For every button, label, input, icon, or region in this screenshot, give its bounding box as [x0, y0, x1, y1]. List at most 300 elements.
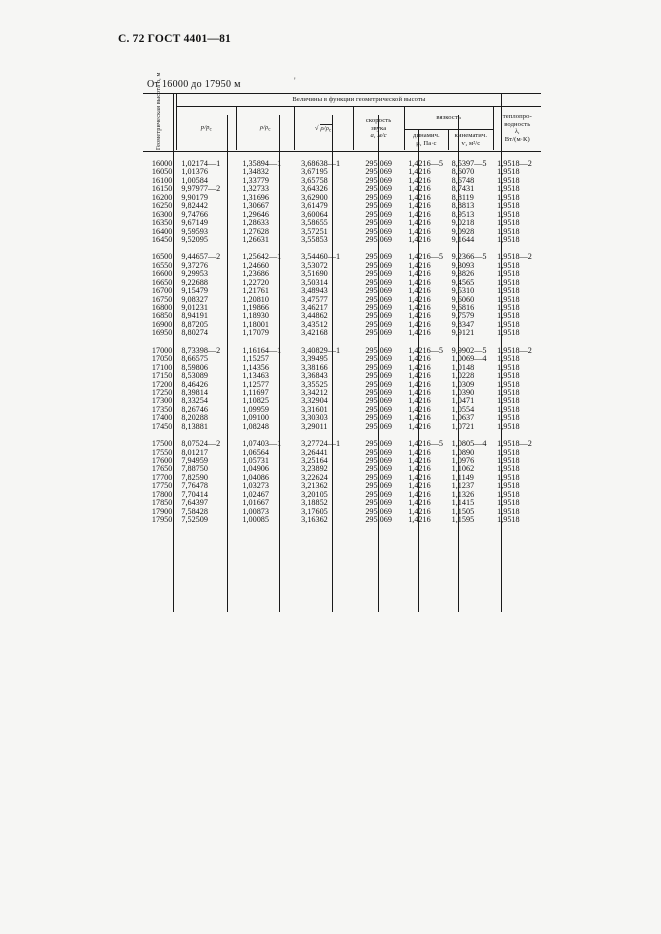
density-ratio-cell: 1,17079 [242, 328, 269, 338]
density-ratio-cell: 1,25642—1 [242, 252, 282, 262]
dynamic-viscosity-cell: 1,4216 [408, 371, 431, 381]
sqrt-density-ratio-cell: 3,26441 [301, 447, 328, 457]
thermal-conductivity-cell: 1,9518 [497, 328, 520, 338]
dynamic-viscosity-cell: 1,4216 [408, 277, 431, 287]
dynamic-viscosity-cell: 1,4216 [408, 387, 431, 397]
pressure-ratio-cell: 8,59806 [181, 362, 208, 372]
pressure-ratio-cell: 7,64397 [181, 498, 208, 508]
pressure-ratio-cell: 8,07524—2 [181, 439, 221, 449]
height-cell: 17300 [151, 396, 173, 406]
sqrt-density-ratio-cell: 3,54460—1 [301, 252, 341, 262]
column-rule-6 [418, 129, 419, 612]
thermal-conductivity-cell: 1,9518 [497, 456, 520, 465]
kinematic-viscosity-cell: 1,0471 [451, 396, 475, 406]
sound-speed-cell: 295,069 [365, 421, 392, 431]
kinematic-viscosity-cell: 1,0148 [451, 362, 475, 372]
sound-speed-cell: 295,069 [365, 439, 392, 449]
dynamic-viscosity-cell: 1,4216 [408, 201, 431, 211]
dynamic-viscosity-cell: 1,4216 [408, 489, 431, 499]
column-rule-2 [227, 115, 228, 612]
height-cell: 16750 [151, 294, 173, 304]
sound-speed-cell: 295,069 [365, 209, 392, 219]
density-ratio-cell: 1,18930 [242, 311, 269, 321]
dynamic-viscosity-cell: 1,4216—5 [408, 252, 443, 262]
pressure-ratio-cell: 8,53089 [181, 371, 208, 381]
thermal-conductivity-cell: 1,9518 [497, 506, 520, 516]
pressure-ratio-cell: 9,22688 [181, 277, 208, 287]
sound-speed-cell: 295,069 [365, 167, 392, 177]
density-ratio-cell: 1,29646 [242, 209, 269, 219]
height-cell: 17150 [151, 371, 173, 381]
height-cell: 16250 [151, 201, 173, 211]
thermal-conductivity-cell: 1,9518 [497, 201, 520, 211]
thermal-conductivity-cell: 1,9518 [497, 269, 520, 279]
thermal-conductivity-cell: 1,9518 [497, 489, 520, 499]
pressure-ratio-cell: 8,94191 [181, 311, 208, 321]
density-ratio-cell: 1,07403—1 [242, 439, 282, 449]
sound-speed-cell: 295,069 [365, 506, 392, 516]
sound-speed-cell: 295,069 [365, 328, 392, 338]
sound-speed-cell: 295,069 [365, 387, 392, 397]
pressure-ratio-cell: 9,90179 [181, 192, 208, 202]
density-ratio-cell: 1,13463 [242, 371, 269, 381]
table-header-row-sub [143, 106, 541, 129]
kinematic-viscosity-cell: 9,4565 [451, 277, 475, 287]
kinematic-viscosity-cell: 1,1505 [451, 506, 475, 516]
density-ratio-cell: 1,09959 [242, 404, 269, 414]
height-cell: 17900 [151, 506, 173, 516]
dynamic-viscosity-cell: 1,4216 [408, 396, 431, 406]
sound-speed-cell: 295,069 [365, 201, 392, 211]
density-ratio-cell: 1,12577 [242, 379, 269, 389]
header-density-ratio: $\rho/\rho_c$ [236, 106, 294, 150]
height-cell: 17050 [151, 354, 173, 364]
column-rule-8 [501, 93, 502, 612]
pressure-ratio-cell: 8,20288 [181, 413, 208, 423]
dynamic-viscosity-cell: 1,4216 [408, 303, 431, 312]
sqrt-density-ratio-cell: 3,40829—1 [301, 345, 341, 355]
pressure-ratio-cell: 8,46426 [181, 379, 208, 389]
sqrt-density-ratio-cell: 3,35525 [301, 379, 328, 389]
header-viscosity-group: вязкость [404, 106, 493, 129]
sound-speed-cell: 295,069 [365, 184, 392, 194]
kinematic-viscosity-cell: 1,1062 [451, 464, 475, 474]
pressure-ratio-cell: 8,01217 [181, 447, 208, 457]
height-cell: 16400 [151, 226, 173, 236]
pressure-ratio-cell: 8,39814 [181, 387, 208, 397]
pressure-ratio-cell: 7,88750 [181, 464, 208, 474]
kinematic-viscosity-cell: 1,0390 [451, 387, 475, 397]
density-ratio-cell: 1,20810 [242, 294, 269, 304]
thermal-conductivity-cell: 1,9518 [497, 464, 520, 474]
sound-speed-cell: 295,069 [365, 218, 392, 228]
sqrt-density-ratio-cell: 3,17605 [301, 506, 328, 516]
thermal-conductivity-cell: 1,9518 [497, 184, 520, 194]
density-ratio-cell: 1,03273 [242, 481, 269, 491]
dynamic-viscosity-cell: 1,4216 [408, 506, 431, 516]
dynamic-viscosity-cell: 1,4216 [408, 184, 431, 194]
height-cell: 17650 [151, 464, 173, 474]
pressure-ratio-cell: 9,15479 [181, 286, 208, 296]
sound-speed-cell: 295,069 [365, 277, 392, 287]
kinematic-viscosity-cell: 1,0309 [451, 379, 475, 389]
height-cell: 16900 [151, 319, 173, 329]
sound-speed-cell: 295,069 [365, 226, 392, 236]
kinematic-viscosity-cell: 1,1237 [451, 481, 475, 491]
kinematic-viscosity-cell: 1,1326 [451, 489, 475, 499]
sqrt-density-ratio-cell: 3,38166 [301, 362, 328, 372]
kinematic-viscosity-cell: 9,6816 [451, 303, 475, 312]
density-ratio-cell: 1,04906 [242, 464, 269, 474]
dynamic-viscosity-cell: 1,4216 [408, 481, 431, 491]
dynamic-viscosity-cell: 1,4216 [408, 362, 431, 372]
thermal-conductivity-cell: 1,9518 [497, 234, 520, 244]
dynamic-viscosity-cell: 1,4216—5 [408, 439, 443, 449]
sound-speed-cell: 295,069 [365, 303, 392, 312]
thermal-conductivity-cell: 1,9518 [497, 515, 520, 525]
pressure-ratio-cell: 8,87205 [181, 319, 208, 329]
sqrt-density-ratio-cell: 3,57251 [301, 226, 328, 236]
pressure-ratio-cell: 1,01376 [181, 167, 208, 177]
pressure-ratio-cell: 9,52095 [181, 234, 208, 244]
pressure-ratio-cell: 9,37276 [181, 260, 208, 270]
height-cell: 17850 [151, 498, 173, 508]
header-group-title: Величины в функции геометрической высоты [176, 94, 541, 107]
height-cell: 17450 [151, 421, 173, 431]
kinematic-viscosity-cell: 1,1415 [451, 498, 475, 508]
dynamic-viscosity-cell: 1,4216 [408, 260, 431, 270]
sound-speed-cell: 295,069 [365, 515, 392, 525]
sound-speed-cell: 295,069 [365, 498, 392, 508]
kinematic-viscosity-cell: 9,8347 [451, 319, 475, 329]
height-cell: 17350 [151, 404, 173, 414]
thermal-conductivity-cell: 1,9518 [497, 319, 520, 329]
dynamic-viscosity-cell: 1,4216 [408, 421, 431, 431]
density-ratio-cell: 1,34832 [242, 167, 269, 177]
sound-speed-cell: 295,069 [365, 447, 392, 457]
density-ratio-cell: 1,32733 [242, 184, 269, 194]
sound-speed-cell: 295,069 [365, 456, 392, 465]
height-cell: 16350 [151, 218, 173, 228]
table-row [143, 329, 541, 337]
thermal-conductivity-cell: 1,9518 [497, 447, 520, 457]
thermal-conductivity-cell: 1,9518 [497, 379, 520, 389]
thermal-conductivity-cell: 1,9518 [497, 396, 520, 406]
sqrt-density-ratio-cell: 3,21362 [301, 481, 328, 491]
sqrt-density-ratio-cell: 3,62900 [301, 192, 328, 202]
height-cell: 16100 [151, 175, 173, 185]
sqrt-density-ratio-cell: 3,43512 [301, 319, 328, 329]
kinematic-viscosity-cell: 1,1595 [451, 515, 475, 525]
thermal-conductivity-cell: 1,9518 [497, 481, 520, 491]
pressure-ratio-cell: 7,52509 [181, 515, 208, 525]
thermal-conductivity-cell: 1,9518—2 [497, 345, 532, 355]
sqrt-density-ratio-cell: 3,44862 [301, 311, 328, 321]
sound-speed-cell: 295,069 [365, 345, 392, 355]
pressure-ratio-cell: 9,59593 [181, 226, 208, 236]
table-caption: От 16000 до 17950 м [147, 79, 241, 90]
kinematic-viscosity-cell: 9,0928 [451, 226, 475, 236]
kinematic-viscosity-cell: 9,6060 [451, 294, 475, 304]
dynamic-viscosity-cell: 1,4216 [408, 192, 431, 202]
kinematic-viscosity-cell: 1,0721 [451, 421, 475, 431]
kinematic-viscosity-cell: 1,0637 [451, 413, 475, 423]
thermal-conductivity-cell: 1,9518 [497, 167, 520, 177]
sound-speed-cell: 295,069 [365, 354, 392, 364]
density-ratio-cell: 1,15257 [242, 354, 269, 364]
kinematic-viscosity-cell: 1,0069—4 [451, 354, 487, 364]
table-header-row-group [143, 94, 541, 107]
sound-speed-cell: 295,069 [365, 269, 392, 279]
height-cell: 17600 [151, 456, 173, 465]
pressure-ratio-cell: 9,01231 [181, 303, 208, 312]
kinematic-viscosity-cell: 1,0890 [451, 447, 475, 457]
sqrt-density-ratio-cell: 3,27724—1 [301, 439, 341, 449]
sqrt-density-ratio-cell: 3,31601 [301, 404, 328, 414]
density-ratio-cell: 1,33779 [242, 175, 269, 185]
pressure-ratio-cell: 9,29953 [181, 269, 208, 279]
sqrt-density-ratio-cell: 3,53072 [301, 260, 328, 270]
sqrt-density-ratio-cell: 3,47577 [301, 294, 328, 304]
density-ratio-cell: 1,31696 [242, 192, 269, 202]
height-cell: 17000 [151, 345, 173, 355]
sound-speed-cell: 295,069 [365, 371, 392, 381]
thermal-conductivity-cell: 1,9518 [497, 387, 520, 397]
thermal-conductivity-cell: 1,9518 [497, 311, 520, 321]
dynamic-viscosity-cell: 1,4216 [408, 413, 431, 423]
kinematic-viscosity-cell: 1,0805—4 [451, 439, 487, 449]
density-ratio-cell: 1,05731 [242, 456, 269, 465]
sqrt-density-ratio-cell: 3,55853 [301, 234, 328, 244]
sqrt-density-ratio-cell: 3,30303 [301, 413, 328, 423]
kinematic-viscosity-cell: 8,5397—5 [451, 159, 487, 168]
density-ratio-cell: 1,00085 [242, 515, 269, 525]
density-ratio-cell: 1,16164—1 [242, 345, 282, 355]
sound-speed-cell: 295,069 [365, 413, 392, 423]
sound-speed-cell: 295,069 [365, 252, 392, 262]
height-cell: 17500 [151, 439, 173, 449]
density-ratio-cell: 1,19866 [242, 303, 269, 312]
sqrt-density-ratio-cell: 3,39495 [301, 354, 328, 364]
dynamic-viscosity-cell: 1,4216 [408, 175, 431, 185]
density-ratio-cell: 1,30667 [242, 201, 269, 211]
thermal-conductivity-cell: 1,9518—2 [497, 439, 532, 449]
pressure-ratio-cell: 8,73398—2 [181, 345, 221, 355]
column-rule-5 [378, 115, 379, 612]
sound-speed-cell: 295,069 [365, 319, 392, 329]
height-cell: 16050 [151, 167, 173, 177]
sqrt-density-ratio-cell: 3,65758 [301, 175, 328, 185]
pressure-ratio-cell: 9,08327 [181, 294, 208, 304]
sqrt-density-ratio-cell: 3,29011 [301, 421, 328, 431]
kinematic-viscosity-cell: 8,6070 [451, 167, 475, 177]
sqrt-density-ratio-cell: 3,18852 [301, 498, 328, 508]
density-ratio-cell: 1,04086 [242, 472, 269, 482]
pressure-ratio-cell: 1,02174—1 [181, 159, 221, 168]
sqrt-density-ratio-cell: 3,61479 [301, 201, 328, 211]
density-ratio-cell: 1,21761 [242, 286, 269, 296]
dynamic-viscosity-cell: 1,4216 [408, 472, 431, 482]
sqrt-density-ratio-cell: 3,42168 [301, 328, 328, 338]
kinematic-viscosity-cell: 9,5310 [451, 286, 475, 296]
sound-speed-cell: 295,069 [365, 286, 392, 296]
height-cell: 16850 [151, 311, 173, 321]
header-kinematic-viscosity: кинематич. ѵ, м²/с [449, 130, 493, 150]
thermal-conductivity-cell: 1,9518 [497, 371, 520, 381]
dynamic-viscosity-cell: 1,4216 [408, 515, 431, 525]
thermal-conductivity-cell: 1,9518 [497, 260, 520, 270]
density-ratio-cell: 1,01667 [242, 498, 269, 508]
table-row [143, 516, 541, 524]
column-rule-1 [173, 93, 174, 612]
dynamic-viscosity-cell: 1,4216 [408, 447, 431, 457]
header-sound-speed: скорость звука a, м/с [353, 106, 404, 150]
header-pressure-ratio: $p/p_c$ [176, 106, 236, 150]
height-cell: 17800 [151, 489, 173, 499]
sqrt-density-ratio-cell: 3,22624 [301, 472, 328, 482]
thermal-conductivity-cell: 1,9518 [497, 421, 520, 431]
sqrt-density-ratio-cell: 3,23892 [301, 464, 328, 474]
sqrt-density-ratio-cell: 3,34212 [301, 387, 328, 397]
pressure-ratio-cell: 9,97977—2 [181, 184, 221, 194]
kinematic-viscosity-cell: 9,3826 [451, 269, 475, 279]
thermal-conductivity-cell: 1,9518 [497, 498, 520, 508]
sound-speed-cell: 295,069 [365, 234, 392, 244]
density-ratio-cell: 1,26631 [242, 234, 269, 244]
density-ratio-cell: 1,06564 [242, 447, 269, 457]
dynamic-viscosity-cell: 1,4216 [408, 464, 431, 474]
height-cell: 16450 [151, 234, 173, 244]
density-ratio-cell: 1,22720 [242, 277, 269, 287]
thermal-conductivity-cell: 1,9518 [497, 226, 520, 236]
sound-speed-cell: 295,069 [365, 489, 392, 499]
sound-speed-cell: 295,069 [365, 159, 392, 168]
kinematic-viscosity-cell: 9,0218 [451, 218, 475, 228]
kinematic-viscosity-cell: 9,9902—5 [451, 345, 487, 355]
pressure-ratio-cell: 7,70414 [181, 489, 208, 499]
dynamic-viscosity-cell: 1,4216 [408, 311, 431, 321]
height-cell: 17550 [151, 447, 173, 457]
density-ratio-cell: 1,28633 [242, 218, 269, 228]
pressure-ratio-cell: 8,66575 [181, 354, 208, 364]
dynamic-viscosity-cell: 1,4216—5 [408, 159, 443, 168]
thermal-conductivity-cell: 1,9518 [497, 303, 520, 312]
height-cell: 16500 [151, 252, 173, 262]
dynamic-viscosity-cell: 1,4216 [408, 354, 431, 364]
density-ratio-cell: 1,11697 [242, 387, 269, 397]
height-cell: 16800 [151, 303, 173, 312]
table-body [143, 160, 541, 525]
thermal-conductivity-cell: 1,9518 [497, 354, 520, 364]
density-ratio-cell: 1,24660 [242, 260, 269, 270]
kinematic-viscosity-cell: 9,1644 [451, 234, 475, 244]
height-cell: 16150 [151, 184, 173, 194]
sound-speed-cell: 295,069 [365, 175, 392, 185]
density-ratio-cell: 1,23686 [242, 269, 269, 279]
kinematic-viscosity-cell: 9,2366—5 [451, 252, 487, 262]
sqrt-density-ratio-cell: 3,50314 [301, 277, 328, 287]
density-ratio-cell: 1,27628 [242, 226, 269, 236]
height-cell: 16950 [151, 328, 173, 338]
sqrt-density-ratio-cell: 3,48943 [301, 286, 328, 296]
kinematic-viscosity-cell: 8,6748 [451, 175, 475, 185]
table-row [143, 236, 541, 244]
height-cell: 17750 [151, 481, 173, 491]
sqrt-density-ratio-cell: 3,60064 [301, 209, 328, 219]
height-cell: 17950 [151, 515, 173, 525]
thermal-conductivity-cell: 1,9518—2 [497, 159, 532, 168]
sqrt-density-ratio-cell: 3,46217 [301, 303, 328, 312]
sound-speed-cell: 295,069 [365, 396, 392, 406]
pressure-ratio-cell: 7,82590 [181, 472, 208, 482]
kinematic-viscosity-cell: 8,8813 [451, 201, 475, 211]
kinematic-viscosity-cell: 9,9121 [451, 328, 475, 338]
column-rule-4 [332, 115, 333, 612]
kinematic-viscosity-cell: 1,1149 [451, 472, 474, 482]
density-ratio-cell: 1,10825 [242, 396, 269, 406]
dynamic-viscosity-cell: 1,4216 [408, 328, 431, 338]
density-ratio-cell: 1,00873 [242, 506, 269, 516]
kinematic-viscosity-cell: 9,3093 [451, 260, 475, 270]
height-cell: 16700 [151, 286, 173, 296]
sound-speed-cell: 295,069 [365, 192, 392, 202]
thermal-conductivity-cell: 1,9518 [497, 404, 520, 414]
density-ratio-cell: 1,18001 [242, 319, 269, 329]
pressure-ratio-cell: 7,94959 [181, 456, 208, 465]
density-ratio-cell: 1,02467 [242, 489, 269, 499]
height-cell: 17250 [151, 387, 173, 397]
density-ratio-cell: 1,08248 [242, 421, 269, 431]
thermal-conductivity-cell: 1,9518—2 [497, 252, 532, 262]
pressure-ratio-cell: 9,74766 [181, 209, 208, 219]
height-cell: 17400 [151, 413, 173, 423]
thermal-conductivity-cell: 1,9518 [497, 472, 520, 482]
dynamic-viscosity-cell: 1,4216 [408, 209, 431, 219]
sound-speed-cell: 295,069 [365, 464, 392, 474]
kinematic-viscosity-cell: 8,7431 [451, 184, 475, 194]
header-height-column: Геометрическая высота h, м [143, 94, 176, 151]
dynamic-viscosity-cell: 1,4216 [408, 269, 431, 279]
kinematic-viscosity-cell: 8,9513 [451, 209, 475, 219]
density-ratio-cell: 1,14356 [242, 362, 269, 372]
pressure-ratio-cell: 9,67149 [181, 218, 208, 228]
header-sqrt-density-ratio: √ $\rho/\rho_c$ [294, 106, 353, 150]
column-rule-3 [279, 115, 280, 612]
height-cell: 16550 [151, 260, 173, 270]
table-row [143, 423, 541, 431]
running-head: С. 72 ГОСТ 4401—81 [118, 33, 231, 45]
height-cell: 16000 [151, 159, 173, 168]
sqrt-density-ratio-cell: 3,67195 [301, 167, 328, 177]
sqrt-density-ratio-cell: 3,36843 [301, 371, 328, 381]
sound-speed-cell: 295,069 [365, 404, 392, 414]
kinematic-viscosity-cell: 1,0228 [451, 371, 475, 381]
kinematic-viscosity-cell: 8,8119 [451, 192, 474, 202]
height-cell: 17200 [151, 379, 173, 389]
header-dynamic-viscosity: динамич. μ, Па·с [404, 130, 448, 150]
dynamic-viscosity-cell: 1,4216 [408, 294, 431, 304]
sqrt-density-ratio-cell: 3,51690 [301, 269, 328, 279]
kinematic-viscosity-cell: 9,7579 [451, 311, 475, 321]
dynamic-viscosity-cell: 1,4216 [408, 456, 431, 465]
sqrt-density-ratio-cell: 3,25164 [301, 456, 328, 465]
pressure-ratio-cell: 9,44657—2 [181, 252, 221, 262]
height-cell: 16600 [151, 269, 173, 279]
density-ratio-cell: 1,35894—1 [242, 159, 282, 168]
height-cell: 17100 [151, 362, 173, 372]
dynamic-viscosity-cell: 1,4216 [408, 226, 431, 236]
sound-speed-cell: 295,069 [365, 311, 392, 321]
